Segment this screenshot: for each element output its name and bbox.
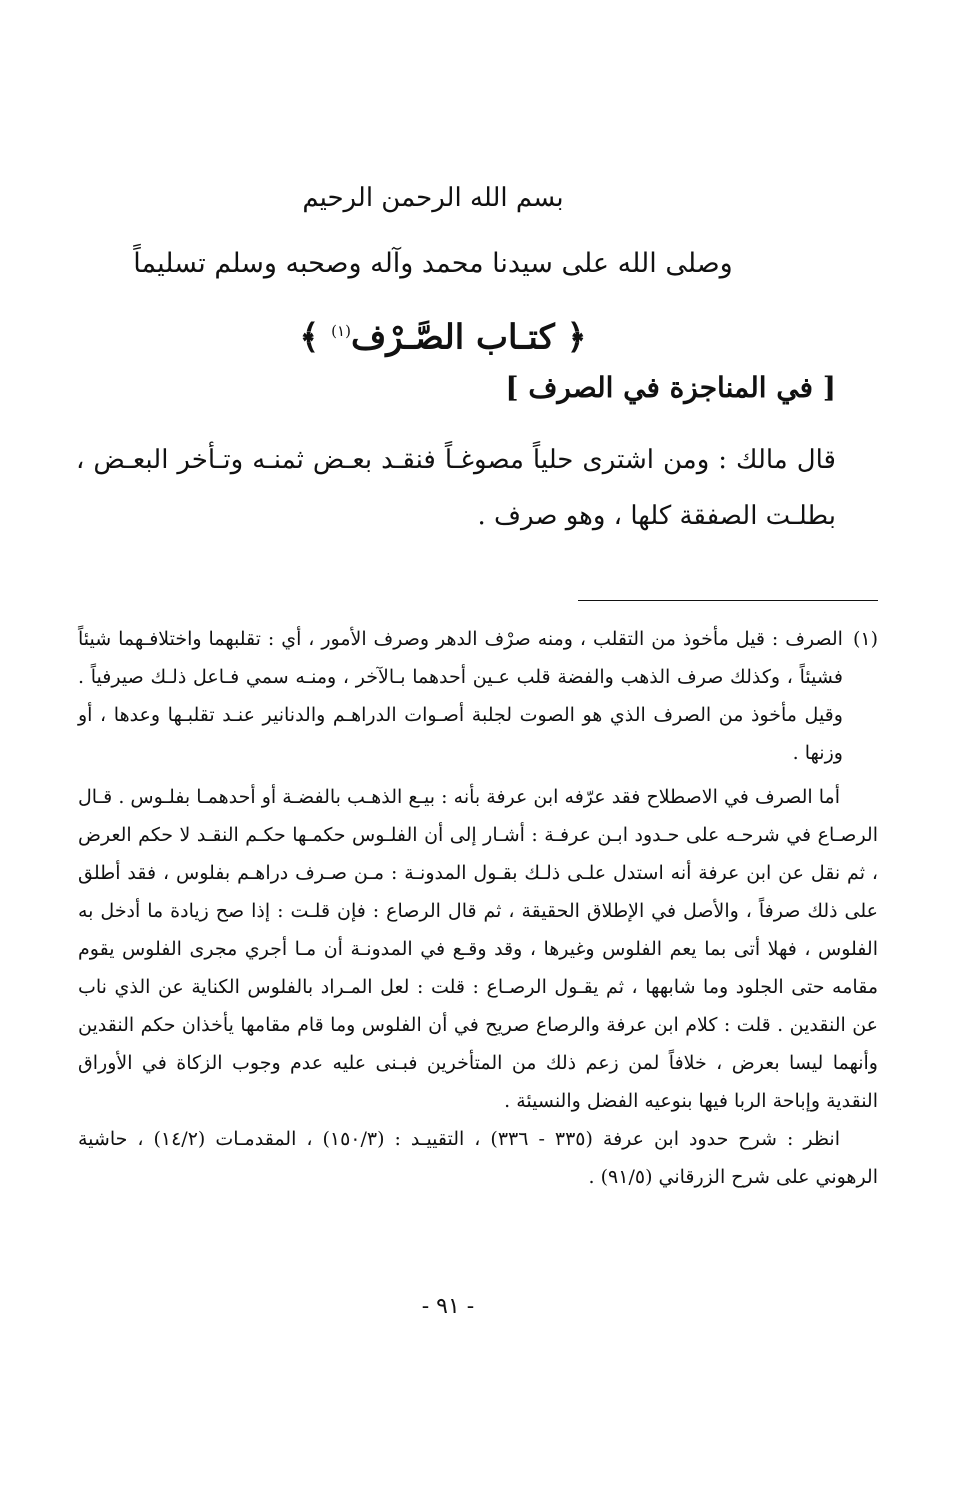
footnote-paragraph-2: أما الصرف في الاصطلاح فقد عرّفه ابن عرفة بأنه : بيـع الذهـب بالفضـة أو أحدهمـا بفلـوس . قـال الرصـاع في شرحـه على حـدود ابـن عرفـة : أشـار إلى أن الفلـوس حكمـها حكـم النقـد لا حكم العرض ، ثم نقل عن ابن عرفة أنه استدل علـى ذلـك بقـول المدونـة : مـن صـرف دراهـم بفلوس ، فقد أطلق على ذلك صرفاً ، والأصل في الإطلاق الحقيقة ، ثم قال الرصاع : فإن قلـت : إذا صح زيادة ما أدخل به الفلوس ، فهلا أتى بما يعم الفلوس وغيرها ، وقد وقـع في المدونـة أن مـا أجري مجرى الفلوس يقوم مقامه حتى الجلود وما شابهها ، ثم يقـول الرصـاع : قلت : لعل المـراد بالفلوس الكناية عن الذي ناب عن النقدين . قلت : كلام ابن عرفة والرصاع صريح في أن الفلوس وما قام مقامها يأخذان حكم النقدين وأنهما ليسا بعرض ، خلافاً لمن زعم ذلك من المتأخرين فبـنى عليه عدم وجوب الزكاة في الأوراق النقدية وإباحة الربا فيها بنوعيه الفضل والنسيئة . [78,786,878,1112]
footnote-1 [78,620,878,772]
main-text: قال مالك : ومن اشترى حلياً مصوغـاً فنقـد بعـض ثمنـه وتـأخر البعـض ، بطلـت الصفقة كلها ، وهو صرف . [76,445,836,531]
ornate-bracket-open: ﴿ [566,317,587,358]
footnotes [78,620,878,1196]
basmala: بسم الله الرحمن الرحيم [302,183,564,213]
footnote-reference[interactable]: (١) [331,322,351,340]
page-number: - ٩١ - [421,1294,475,1319]
salawat-line: وصلى الله على سيدنا محمد وآله وصحبه وسلم تسليماً [133,248,733,279]
footnote-divider [578,600,878,601]
footnote-references: انظر : شرح حدود ابن عرفة (٣٣٥ - ٣٣٦) ، التقييـد : (١٥٠/٣) ، المقدمـات (١٤/٢) ، حاشية الرهوني على شرح الزرقاني (٩١/٥) . [78,1128,878,1188]
ornate-bracket-close: ﴾ [299,317,320,358]
book-title [0,306,956,362]
footnote-paragraph-1: الصرف : قيل مأخوذ من التقلب ، ومنه صرْف الدهر وصرف الأمور ، أي : تقلبهما واختلافـهما شيئاً فشيئاً ، وكذلك صرف الذهب والفضة قلب عـين أحدهما بـالآخر ، ومنـه سمي فـاعل ذلـك صيرفياً . وقيل مأخوذ من الصرف الذي هو الصوت لجلبة أصـوات الدراهـم والدنانير عنـد تقلبـها وعدها ، أو وزنها . [78,628,843,764]
footnote-marker: (١) [852,628,878,650]
book-title-text: كتـاب الصَّـرْف [350,317,555,358]
section-heading: [ في المناجزة في الصرف ] [505,371,836,404]
